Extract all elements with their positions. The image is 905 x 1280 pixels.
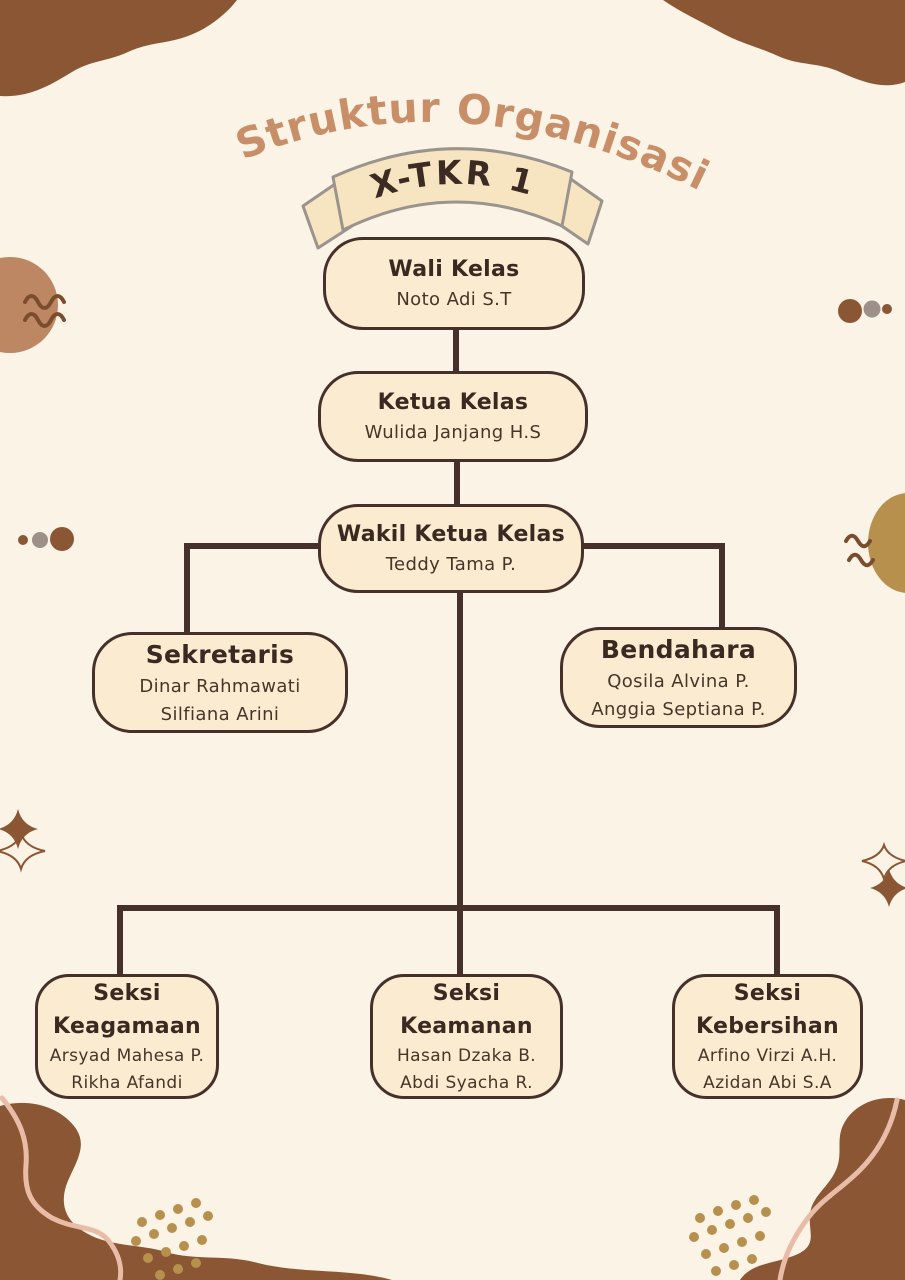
org-node-sekretaris — [92, 632, 348, 733]
member-name: Teddy Tama P. — [385, 553, 517, 575]
gold-dots-cluster — [689, 1195, 771, 1276]
corner-blob-top-right — [663, 0, 905, 85]
role-title: Ketua Kelas — [377, 390, 529, 416]
role-title: Bendahara — [600, 635, 757, 665]
dots-decor-left — [18, 527, 74, 551]
member-name: Arfino Virzi A.H. — [697, 1046, 838, 1067]
org-node-seksi-keamanan — [370, 974, 563, 1099]
member-name: Wulida Janjang H.S — [364, 421, 542, 443]
role-title — [400, 980, 533, 1040]
role-line: Seksi — [733, 981, 802, 1007]
org-node-bendahara — [560, 627, 797, 728]
member-name: Arsyad Mahesa P. — [49, 1046, 205, 1067]
page-title: Struktur Organisasi — [228, 83, 717, 201]
org-node-wakil-ketua-kelas — [318, 504, 584, 593]
corner-blob-bottom-right — [740, 1098, 905, 1280]
member-name: Dinar Rahmawati — [139, 675, 301, 697]
role-title — [53, 980, 201, 1040]
member-name: Silfiana Arini — [160, 704, 280, 726]
gold-blob-decor — [868, 493, 905, 593]
role-title — [696, 980, 839, 1040]
member-name: Noto Adi S.T — [396, 288, 512, 310]
role-line: Kebersihan — [696, 1013, 839, 1039]
role-line: Seksi — [93, 981, 161, 1007]
role-line: Keamanan — [400, 1013, 533, 1039]
corner-blob-top-left — [0, 0, 237, 96]
role-line: Keagamaan — [53, 1013, 201, 1039]
corner-blob-bottom-left — [0, 1103, 392, 1280]
page-header — [225, 84, 718, 248]
member-name: Anggia Septiana P. — [591, 699, 766, 721]
sparkle-icon — [862, 845, 905, 907]
member-name: Hasan Dzaka B. — [396, 1046, 537, 1067]
dots-decor-right — [838, 299, 892, 323]
member-name: Abdi Syacha R. — [400, 1072, 533, 1093]
member-name: Qosila Alvina P. — [607, 670, 750, 692]
role-title: Sekretaris — [145, 640, 295, 670]
org-node-wali-kelas — [323, 237, 585, 330]
sparkle-icon — [0, 809, 45, 869]
org-node-seksi-kebersihan — [672, 974, 863, 1099]
org-node-seksi-keagamaan — [35, 974, 219, 1099]
role-line: Seksi — [432, 981, 501, 1007]
role-title: Wakil Ketua Kelas — [336, 522, 566, 548]
banner-label: X-TKR 1 — [365, 152, 541, 207]
role-title: Wali Kelas — [388, 257, 520, 283]
class-banner — [303, 149, 602, 248]
org-node-ketua-kelas — [318, 371, 588, 462]
member-name: Rikha Afandi — [71, 1072, 183, 1093]
member-name: Azidan Abi S.A — [703, 1072, 832, 1093]
